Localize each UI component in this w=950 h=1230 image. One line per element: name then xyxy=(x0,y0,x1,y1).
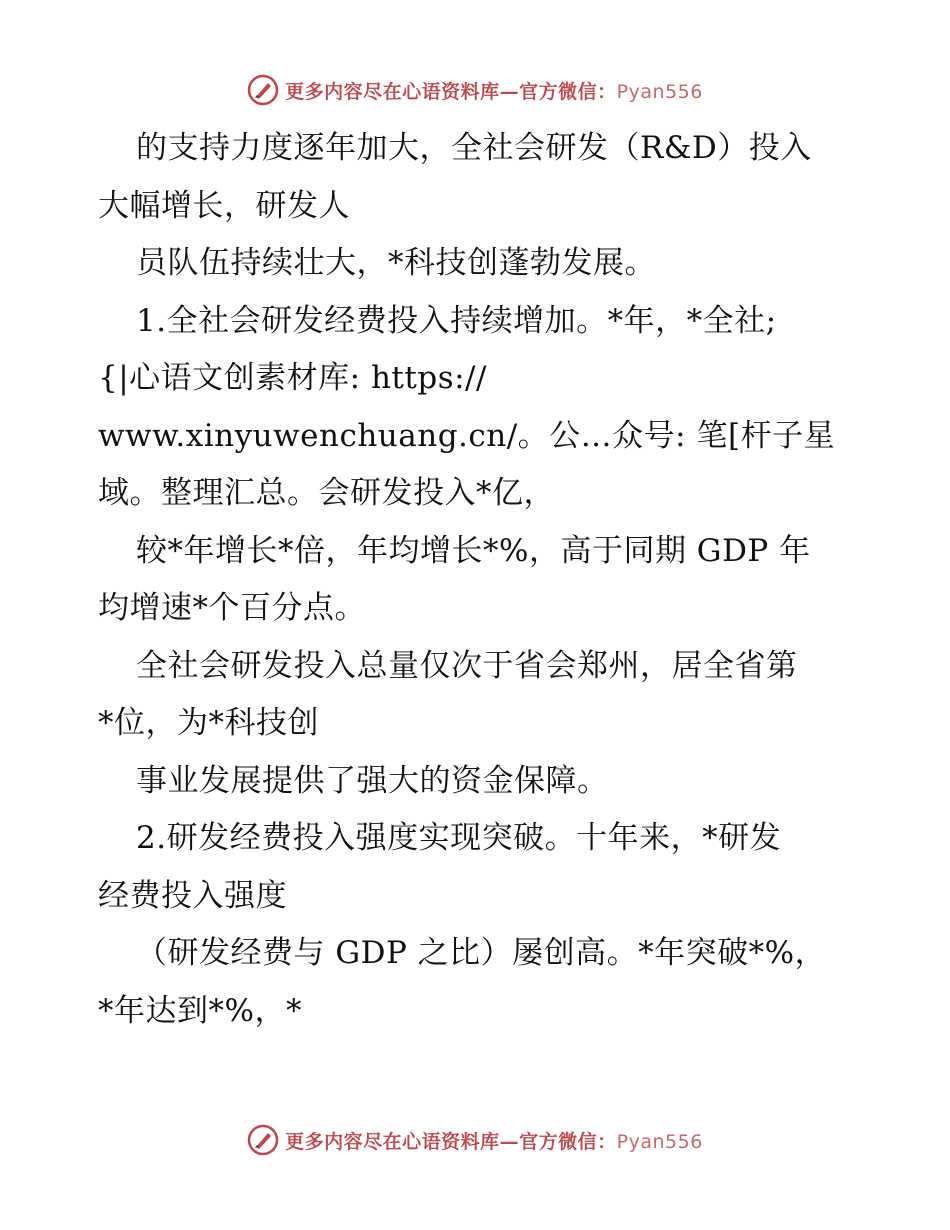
quill-pen-logo-icon xyxy=(247,74,279,106)
text-line: 全社会研发投入总量仅次于省会郑州，居全省第 xyxy=(136,647,798,684)
quill-pen-logo-icon xyxy=(247,1124,279,1156)
text-line: 员队伍持续壮大，*科技创蓬勃发展。 xyxy=(136,245,656,281)
text-line: 经费投入强度 xyxy=(98,877,287,914)
text-line: 的支持力度逐年加大，全社会研发（R&D）投入 xyxy=(136,130,812,166)
text-line: 较*年增长*倍，年均增长*%，高于同期 GDP 年 xyxy=(136,532,811,569)
text-line: 2.研发经费投入强度实现突破。十年来，*研发 xyxy=(136,820,782,856)
document-body xyxy=(98,120,858,1040)
footer-banner-account: Pyan556 xyxy=(616,1130,703,1153)
footer-banner-text xyxy=(285,1127,703,1154)
text-line: 域。整理汇总。会研发投入*亿， xyxy=(98,475,555,511)
header-banner-text xyxy=(285,77,703,104)
text-line: 事业发展提供了强大的资金保障。 xyxy=(136,762,609,799)
text-line: *位，为*科技创 xyxy=(98,705,319,741)
text-line: 均增速*个百分点。 xyxy=(98,590,366,626)
text-line: （研发经费与 GDP 之比）屡创高。*年突破*%， xyxy=(136,935,827,971)
footer-banner xyxy=(0,1120,950,1160)
text-line: {|心语文创素材库: https:// xyxy=(98,360,487,396)
header-banner xyxy=(0,70,950,110)
header-banner-title: 更多内容尽在心语资料库—官方微信： xyxy=(285,80,617,103)
text-line: www.xinyuwenchuang.cn/。公…众号: 笔[杆子星 xyxy=(98,417,836,454)
text-line: *年达到*%，* xyxy=(98,992,302,1029)
text-line: 1.全社会研发经费投入持续增加。*年，*全社; xyxy=(136,302,777,339)
footer-banner-title: 更多内容尽在心语资料库—官方微信： xyxy=(285,1130,617,1153)
text-line: 大幅增长，研发人 xyxy=(98,187,350,224)
header-banner-account: Pyan556 xyxy=(616,80,703,103)
